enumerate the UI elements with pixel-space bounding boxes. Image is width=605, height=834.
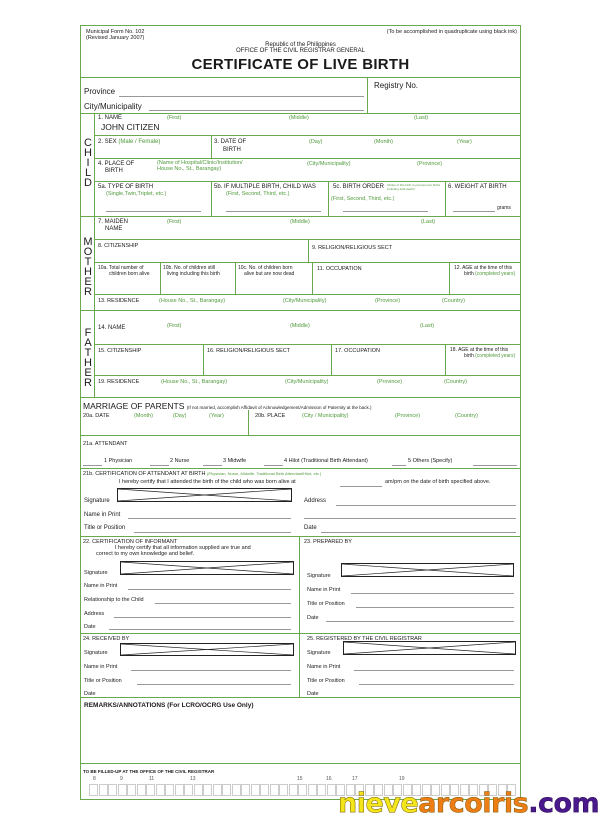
code-8: 8 bbox=[93, 776, 96, 782]
pob-province-hint: (Province) bbox=[417, 161, 443, 167]
signature-label: Signature bbox=[84, 650, 108, 656]
registered-by-label: 25. REGISTERED BY THE CIVIL REGISTRAR bbox=[307, 636, 422, 642]
attendant-cert-label: 21b. CERTIFICATION OF ATTENDANT AT BIRTH (Physician, Nurse, Midwife, Traditional Birth Attendant/Hilot, etc.) bbox=[83, 471, 322, 477]
city-hint: (City/Municipality) bbox=[283, 298, 327, 304]
dob-label-2: BIRTH bbox=[223, 147, 241, 153]
pob-label: 4. PLACE OF bbox=[98, 161, 135, 167]
name-in-print-label: Name in Print bbox=[84, 664, 118, 670]
mother-religion-field[interactable] bbox=[312, 252, 512, 260]
name-in-print-label: Name in Print bbox=[84, 512, 121, 518]
father-occupation-field[interactable] bbox=[335, 356, 440, 368]
attendant-label: 21a. ATTENDANT bbox=[83, 441, 128, 447]
prepared-title-field[interactable] bbox=[356, 607, 514, 608]
form-revision: (Revised January 2007) bbox=[86, 35, 145, 41]
attendant-address-field[interactable] bbox=[336, 505, 516, 506]
father-residence-label: 19. RESIDENCE bbox=[98, 379, 140, 385]
signature-cross-icon bbox=[344, 642, 515, 654]
mother-age-label: 12. AGE at the time of this bbox=[454, 265, 513, 271]
father-age-field[interactable] bbox=[449, 362, 515, 373]
father-religion-field[interactable] bbox=[207, 356, 327, 368]
republic-label: Republic of the Philippines bbox=[265, 42, 336, 48]
multiple-birth-label: 5b. IF MULTIPLE BIRTH, CHILD WAS bbox=[214, 184, 316, 190]
code-11: 11 bbox=[149, 776, 155, 782]
signature-label: Signature bbox=[84, 570, 108, 576]
code-19: 19 bbox=[399, 776, 405, 782]
birth-order-fine: (Order of this birth to previous live births including fetal death) bbox=[387, 183, 441, 191]
last-hint: (Last) bbox=[421, 219, 436, 225]
child-name-field[interactable]: JOHN CITIZEN bbox=[101, 122, 160, 132]
birth-time-field[interactable] bbox=[340, 486, 382, 487]
living-children-label: 10b. No. of children still bbox=[163, 265, 215, 271]
others-specify-field[interactable] bbox=[473, 465, 517, 466]
informant-date-field[interactable] bbox=[109, 629, 291, 630]
total-children-label: 10a. Total number of bbox=[98, 265, 144, 271]
title-position-label: Title or Position bbox=[307, 601, 345, 607]
signature-cross-icon bbox=[118, 489, 291, 501]
house-hint: (House No., St., Barangay) bbox=[161, 379, 228, 385]
mother-citizenship-field[interactable] bbox=[98, 250, 298, 260]
midwife-checkbox[interactable] bbox=[203, 465, 222, 466]
form-number: Municipal Form No. 102 bbox=[86, 29, 145, 35]
birth-type-label: 5a. TYPE OF BIRTH bbox=[98, 184, 154, 190]
birth-order-hint: (First, Second, Third, etc.) bbox=[331, 196, 395, 202]
pob-label-2: BIRTH bbox=[105, 168, 123, 174]
others-checkbox[interactable] bbox=[392, 465, 406, 466]
informant-cert-text-2: correct to my own knowledge and belief. bbox=[96, 551, 195, 557]
province-label: Province bbox=[84, 87, 116, 96]
grams-unit: grams bbox=[497, 205, 511, 211]
father-name-field[interactable] bbox=[98, 332, 513, 342]
year-hint: (Year) bbox=[457, 139, 472, 145]
marriage-date-label: 20a. DATE bbox=[83, 413, 110, 419]
father-name-label: 14. NAME bbox=[98, 325, 126, 331]
day-hint: (Day) bbox=[173, 413, 187, 419]
date-label: Date bbox=[84, 624, 96, 630]
address-label: Address bbox=[304, 498, 327, 504]
signature-label: Signature bbox=[84, 498, 110, 504]
attendant-cert-text-2: am/pm on the date of birth specified above. bbox=[385, 479, 491, 485]
received-name-field[interactable] bbox=[131, 670, 291, 671]
birth-type-hint: (Single,Twin,Triplet, etc.) bbox=[106, 191, 167, 197]
informant-relationship-field[interactable] bbox=[155, 603, 291, 604]
birth-type-field[interactable] bbox=[106, 211, 201, 212]
city-hint: (City/Municipality) bbox=[285, 379, 329, 385]
last-hint: (Last) bbox=[414, 115, 429, 121]
dead-children-label: 10c. No. of children born bbox=[238, 265, 293, 271]
watermark-logo: nievearcoiris.com bbox=[338, 788, 600, 819]
birth-order-label: 5c. BIRTH ORDER bbox=[333, 184, 384, 190]
informant-name-field[interactable] bbox=[128, 589, 291, 590]
informant-address-field[interactable] bbox=[114, 617, 291, 618]
registry-field[interactable] bbox=[371, 92, 516, 110]
ink-instruction: (To be accomplished in quadruplicate using black ink) bbox=[386, 29, 517, 35]
marriage-place-label: 20b. PLACE bbox=[255, 413, 286, 419]
first-hint: (First) bbox=[167, 219, 182, 225]
nurse-checkbox[interactable] bbox=[150, 465, 169, 466]
mother-section-label: M O T H E R bbox=[83, 236, 93, 298]
province-hint: (Province) bbox=[375, 298, 401, 304]
attendant-signature-box[interactable] bbox=[117, 488, 292, 502]
code-16: 16 bbox=[326, 776, 332, 782]
country-hint: (Country) bbox=[442, 298, 465, 304]
mother-residence-label: 13. RESIDENCE bbox=[98, 298, 140, 304]
day-hint: (Day) bbox=[309, 139, 323, 145]
child-name-label: 1. NAME bbox=[98, 115, 123, 121]
code-9: 9 bbox=[120, 776, 123, 782]
father-age-label: 18. AGE at the time of this bbox=[450, 347, 509, 353]
hilot-checkbox[interactable] bbox=[264, 465, 283, 466]
prepared-signature-box[interactable] bbox=[341, 563, 514, 577]
child-sex-label: 2. SEX (Male / Female) bbox=[98, 139, 161, 145]
received-title-field[interactable] bbox=[137, 684, 291, 685]
date-label: Date bbox=[84, 691, 96, 697]
prepared-by-label: 23. PREPARED BY bbox=[304, 539, 352, 545]
first-hint: (First) bbox=[167, 115, 182, 121]
office-label: OFFICE OF THE CIVIL REGISTRAR GENERAL bbox=[235, 48, 366, 54]
registered-title-field[interactable] bbox=[359, 684, 514, 685]
registered-signature-box[interactable] bbox=[343, 641, 516, 655]
father-occupation-label: 17. OCCUPATION bbox=[335, 348, 381, 354]
mother-age-label-2: birth (completed years) bbox=[464, 271, 516, 277]
name-in-print-label: Name in Print bbox=[84, 583, 118, 589]
signature-cross-icon bbox=[121, 562, 293, 574]
province-field[interactable] bbox=[119, 96, 364, 97]
pob-hint: (Name of Hospital/Clinic/Institution/ bbox=[157, 160, 243, 166]
received-by-label: 24. RECEIVED BY bbox=[83, 636, 130, 642]
dob-label: 3. DATE OF bbox=[214, 139, 247, 145]
maiden-name-label-2: NAME bbox=[105, 226, 123, 232]
middle-hint: (Middle) bbox=[289, 115, 309, 121]
page-title: CERTIFICATE OF LIVE BIRTH bbox=[191, 56, 410, 73]
mother-age-field[interactable] bbox=[453, 280, 515, 292]
remarks-label: REMARKS/ANNOTATIONS (For LCRO/OCRG Use Only) bbox=[84, 702, 254, 709]
title-position-label: Title or Position bbox=[84, 525, 126, 531]
weight-label: 6. WEIGHT AT BIRTH bbox=[448, 184, 507, 190]
mother-religion-label: 9. RELIGION/RELIGIOUS SECT bbox=[312, 245, 393, 251]
marriage-date-field[interactable] bbox=[83, 421, 243, 433]
middle-hint: (Middle) bbox=[290, 323, 310, 329]
country-hint: (Country) bbox=[444, 379, 467, 385]
signature-label: Signature bbox=[307, 650, 331, 656]
physician-checkbox[interactable] bbox=[83, 465, 102, 466]
received-signature-box[interactable] bbox=[120, 643, 294, 656]
year-hint: (Year) bbox=[209, 413, 224, 419]
father-age-label-2: birth (completed years) bbox=[464, 353, 516, 359]
name-in-print-label: Name in Print bbox=[307, 587, 341, 593]
father-residence-field[interactable] bbox=[98, 386, 513, 394]
month-hint: (Month) bbox=[374, 139, 393, 145]
city-label: City/Municipality bbox=[84, 102, 142, 111]
office-use-label: TO BE FILLED-UP AT THE OFFICE OF THE CIVIL REGISTRAR bbox=[83, 769, 215, 774]
attendant-address-field-2[interactable] bbox=[304, 518, 516, 519]
country-hint: (Country) bbox=[455, 413, 478, 419]
date-label: Date bbox=[304, 525, 317, 531]
province-hint: (Province) bbox=[377, 379, 403, 385]
child-section-label: C H I L D bbox=[84, 137, 92, 189]
date-label: Date bbox=[307, 615, 319, 621]
code-17: 17 bbox=[352, 776, 358, 782]
attendant-date-field[interactable] bbox=[321, 532, 516, 533]
dead-children-label-2: alive but are now dead bbox=[244, 271, 295, 277]
mother-occupation-field[interactable] bbox=[317, 276, 442, 290]
informant-label: 22. CERTIFICATION OF INFORMANT bbox=[83, 539, 178, 545]
birth-order-field[interactable] bbox=[343, 211, 428, 212]
month-hint: (Month) bbox=[134, 413, 153, 419]
father-citizenship-label: 15. CITIZENSHIP bbox=[98, 348, 142, 354]
father-citizenship-field[interactable] bbox=[98, 356, 198, 368]
signature-label: Signature bbox=[307, 573, 331, 579]
mother-occupation-label: 11. OCCUPATION bbox=[317, 266, 362, 272]
pob-hint-2: House No., St., Barangay) bbox=[157, 166, 222, 172]
middle-hint: (Middle) bbox=[290, 219, 310, 225]
child-pob-field[interactable] bbox=[157, 172, 517, 180]
marriage-place-field[interactable] bbox=[255, 421, 515, 433]
city-hint: (City / Municipality) bbox=[302, 413, 349, 419]
mother-citizenship-label: 8. CITIZENSHIP bbox=[98, 243, 139, 249]
option-hilot: 4 Hilot (Traditional Birth Attendant) bbox=[284, 458, 368, 464]
marriage-title: MARRIAGE OF PARENTS (If not married, accomplish Affidavit of Acknowledgement/Admission of Paternity at the back.) bbox=[83, 401, 372, 411]
father-section-label: F A T H E R bbox=[84, 327, 92, 389]
registry-label: Registry No. bbox=[374, 81, 419, 90]
pob-city-hint: (City/Municipality) bbox=[307, 161, 351, 167]
last-hint: (Last) bbox=[420, 323, 435, 329]
maiden-name-label: 7. MAIDEN bbox=[98, 219, 129, 225]
code-13: 13 bbox=[190, 776, 196, 782]
name-in-print-label: Name in Print bbox=[307, 664, 341, 670]
address-label: Address bbox=[84, 611, 105, 617]
city-field[interactable] bbox=[149, 110, 364, 111]
attendant-name-field[interactable] bbox=[128, 518, 291, 519]
title-position-label: Title or Position bbox=[84, 678, 122, 684]
house-hint: (House No., St., Barangay) bbox=[159, 298, 226, 304]
multiple-birth-hint: (First, Second, Third, etc.) bbox=[226, 191, 290, 197]
code-15: 15 bbox=[297, 776, 303, 782]
prepared-name-field[interactable] bbox=[351, 593, 514, 594]
date-label: Date bbox=[307, 691, 319, 697]
first-hint: (First) bbox=[167, 323, 182, 329]
registered-name-field[interactable] bbox=[354, 670, 514, 671]
remarks-field[interactable] bbox=[84, 714, 516, 759]
weight-field[interactable] bbox=[453, 211, 495, 212]
informant-cert-text: I hereby certify that all information supplied are true and bbox=[115, 545, 251, 551]
child-dob-field[interactable] bbox=[261, 147, 516, 157]
father-religion-label: 16. RELIGION/RELIGIOUS SECT bbox=[207, 348, 291, 354]
living-children-label-2: living including this birth bbox=[167, 271, 220, 277]
signature-cross-icon bbox=[342, 564, 513, 576]
mother-residence-field[interactable] bbox=[98, 304, 513, 309]
child-sex-field[interactable] bbox=[98, 146, 208, 156]
birth-certificate-form bbox=[80, 25, 521, 800]
multiple-birth-field[interactable] bbox=[226, 211, 321, 212]
option-others: 5 Others (Specify) bbox=[408, 458, 453, 464]
option-nurse: 2 Nurse bbox=[170, 458, 190, 464]
option-physician: 1 Physician bbox=[104, 458, 133, 464]
option-midwife: 3 Midwife bbox=[223, 458, 247, 464]
signature-cross-icon bbox=[121, 644, 293, 655]
prepared-date-field[interactable] bbox=[326, 621, 514, 622]
total-children-label-2: children born alive bbox=[109, 271, 150, 277]
attendant-title-field[interactable] bbox=[134, 532, 291, 533]
title-position-label: Title or Position bbox=[307, 678, 345, 684]
attendant-cert-text: I hereby certify that I attended the birth of the child who was born alive at bbox=[119, 479, 296, 485]
informant-signature-box[interactable] bbox=[120, 561, 294, 575]
province-hint: (Province) bbox=[395, 413, 421, 419]
relationship-label: Relationship to the Child bbox=[84, 597, 144, 603]
mother-name-field[interactable] bbox=[161, 227, 516, 237]
